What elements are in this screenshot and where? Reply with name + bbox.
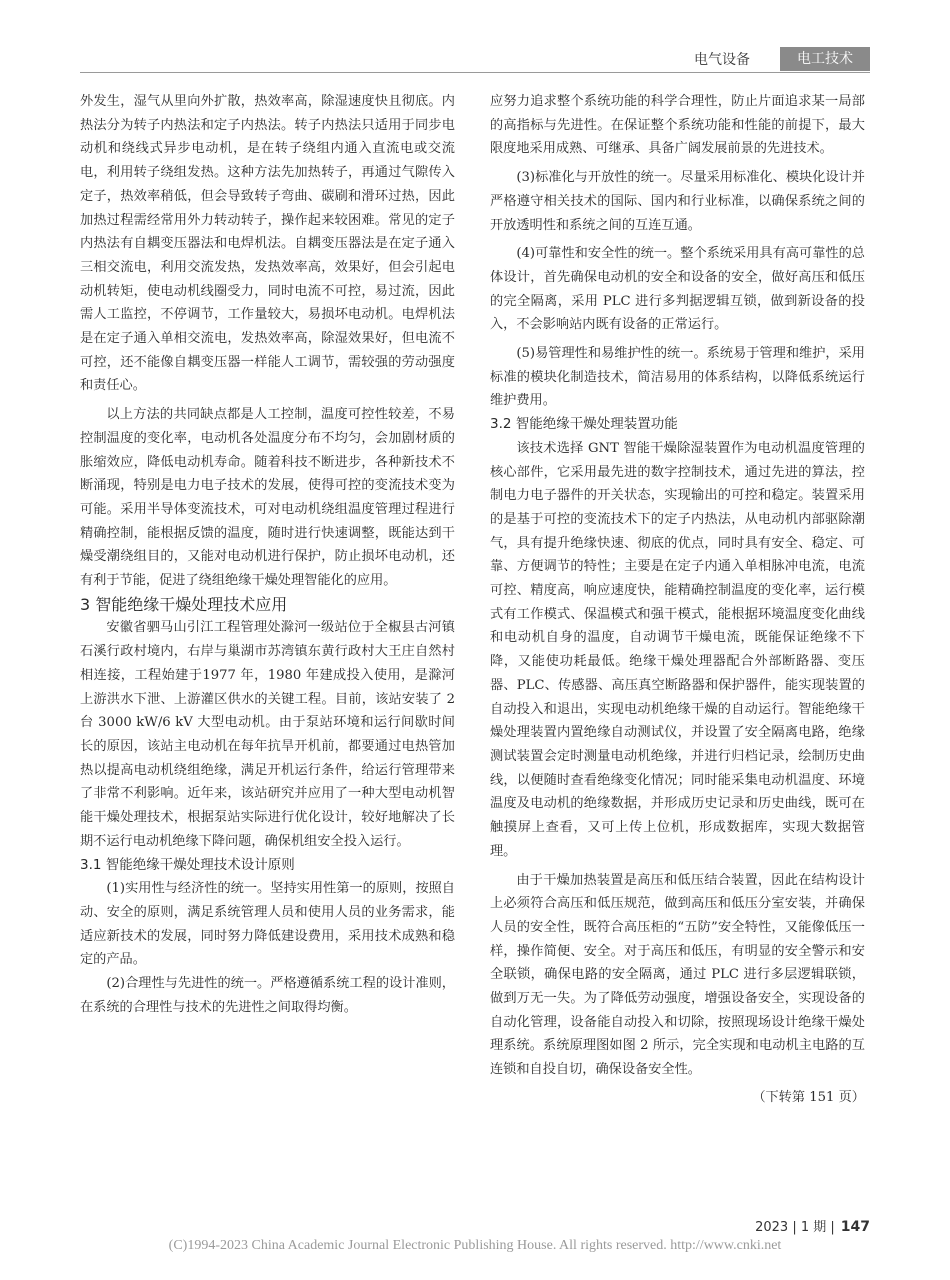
- subsection-heading: 3.2 智能绝缘干燥处理装置功能: [490, 416, 678, 433]
- section-heading: 3 智能绝缘干燥处理技术应用: [80, 594, 288, 614]
- left-column: [80, 90, 455, 1019]
- right-column: [490, 90, 865, 1110]
- subsection-heading: 3.1 智能绝缘干燥处理技术设计原则: [80, 856, 295, 873]
- running-header: [80, 47, 870, 71]
- paragraph: (5)易管理性和易维护性的统一。系统易于管理和维护，采用标准的模块化制造技术，简洁易用的体系结构，以降低系统运行维护费用。: [490, 346, 865, 409]
- issue-label: 2023 | 1 期 |: [755, 1220, 835, 1235]
- paragraph: (1)实用性与经济性的统一。坚持实用性第一的原则，按照自动、安全的原则，满足系统管理人员和使用人员的业务需求，能适应新技术的发展，同时努力降低建设费用，采用技术成熟和稳定的产品。: [80, 881, 455, 968]
- page-number: 147: [840, 1219, 870, 1235]
- paragraph: 以上方法的共同缺点都是人工控制，温度可控性较差，不易控制温度的变化率，电动机各处温度分布不均匀，会加剧材质的胀缩效应，降低电动机寿命。随着科技不断进步，各种新技术不断涌现，特别是电力电子技术的发展，使得可控的变流技术变为可能。采用半导体变流技术，可对电动机绕组温度管理过程进行精确控制，能根据反馈的温度，随时进行快速调整，既能达到干燥受潮绕组目的，又能对电动机进行保护，防止损坏电动机，还有利于节能，促进了绕组绝缘干燥处理智能化的应用。: [80, 407, 455, 589]
- header-category: 电气设备: [694, 52, 750, 68]
- paragraph: 该技术选择 GNT 智能干燥除湿装置作为电动机温度管理的核心部件，它采用最先进的数字控制技术，通过先进的算法，控制电力电子器件的开关状态，实现输出的可控和稳定。装置采用的是基于可控的变流技术下的定子内热法，从电动机内部驱除潮气，具有提升绝缘快速、彻底的优点，同时具有安全、稳定、可靠、方便调节的特性；主要是在定子内通入单相脉冲电流，电流可控、精度高，响应速度快，能精确控制温度的变化率，运行模式有工作模式、保温模式和强干模式，能根据环境温度变化曲线和电动机自身的温度，自动调节干燥电流，既能保证绝缘不下降，又能使功耗最低。绝缘干燥处理器配合外部断路器、变压器、PLC、传感器、高压真空断路器和保护器件，能实现装置的自动投入和退出，实现电动机绝缘干燥的自动运行。智能绝缘干燥处理装置内置绝缘自动测试仪，并设置了安全隔离电路，绝缘测试装置会定时测量电动机绝缘，并进行归档记录，绘制历史曲线，以便随时查看绝缘变化情况；同时能采集电动机温度、环境温度及电动机的绝缘数据，并形成历史记录和历史曲线，既可在触摸屏上查看，又可上传上位机，形成数据库，实现大数据管理。: [490, 440, 865, 859]
- paragraph: 外发生，湿气从里向外扩散，热效率高，除湿速度快且彻底。内热法分为转子内热法和定子内热法。转子内热法只适用于同步电动机和绕线式异步电动机，是在转子绕组内通入直流电或交流电，利用转子绕组发热。这种方法先加热转子，再通过气隙传入定子，热效率稍低，但会导致转子弯曲、碳刷和滑环过热，因此加热过程需经常用外力转动转子，操作起来较困难。常见的定子内热法有自耦变压器法和电焊机法。自耦变压器法是在定子通入三相交流电，利用交流发热，发热效率高，效果好，但会引起电动机转矩，使电动机线圈受力，同时电流不可控，易过流，因此需人工监控，不停调节，工作量较大，易损坏电动机。电焊机法是在定子通入单相交流电，发热效率高，除湿效果好，但电流不可控，还不能像自耦变压器一样能人工调节，需较强的劳动强度和责任心。: [80, 94, 455, 394]
- page-footer: [755, 1216, 870, 1235]
- continued-note: （下转第 151 页）: [752, 1089, 865, 1105]
- paragraph: (2)合理性与先进性的统一。严格遵循系统工程的设计准则，在系统的合理性与技术的先进性之间取得均衡。: [80, 976, 455, 1015]
- header-rule: [80, 72, 870, 73]
- paragraph: 由于干燥加热装置是高压和低压结合装置，因此在结构设计上必须符合高压和低压规范，做到高压和低压分室安装，并确保人员的安全性，既符合高压柜的“五防”安全特性，又能像低压一样，操作简便、安全。对于高压和低压，有明显的安全警示和安全联锁，确保电路的安全隔离，通过 PLC 进行多层逻辑联锁，做到万无一失。为了降低劳动强度，增强设备安全，实现设备的自动化管理，设备能自动投入和切除，按照现场设计绝缘干燥处理系统。系统原理图如图 2 所示，完全实现和电动机主电路的互连锁和自投自切，确保设备安全性。: [490, 872, 865, 1078]
- paragraph: (4)可靠性和安全性的统一。整个系统采用具有高可靠性的总体设计，首先确保电动机的安全和设备的安全，做好高压和低压的完全隔离，采用 PLC 进行多判据逻辑互锁，做到新设备的投入，不会影响站内既有设备的正常运行。: [490, 246, 865, 333]
- paragraph: (3)标准化与开放性的统一。尽量采用标准化、模块化设计并严格遵守相关技术的国际、国内和行业标准，以确保系统之间的开放透明性和系统之间的互连互通。: [490, 170, 865, 233]
- copyright-watermark: (C)1994-2023 China Academic Journal Electronic Publishing House. All rights reserved. http://www.cnki.net: [168, 1238, 782, 1253]
- paragraph: 应努力追求整个系统功能的科学合理性，防止片面追求某一局部的高指标与先进性。在保证整个系统功能和性能的前提下，最大限度地采用成熟、可继承、具备广阔发展前景的先进技术。: [490, 94, 865, 157]
- header-column-tag: 电工技术: [780, 47, 870, 71]
- paragraph: 安徽省驷马山引江工程管理处滁河一级站位于全椒县古河镇石溪行政村境内，右岸与巢湖市苏湾镇东黄行政村大王庄自然村相连接，工程始建于1977 年，1980 年建成投入使用，是滁河上游洪水下泄、上游灌区供水的关键工程。目前，该站安装了 2 台 3000 kW/6 kV 大型电动机。由于泵站环境和运行间歇时间长的原因，该站主电动机在每年抗旱开机前，都要通过电热管加热以提高电动机绕组绝缘，满足开机运行条件，给运行管理带来了非常不利影响。近年来，该站研究并应用了一种大型电动机智能干燥处理技术，根据泵站实际进行优化设计，较好地解决了长期不运行电动机绝缘下降问题，确保机组安全投入运行。: [80, 620, 455, 849]
